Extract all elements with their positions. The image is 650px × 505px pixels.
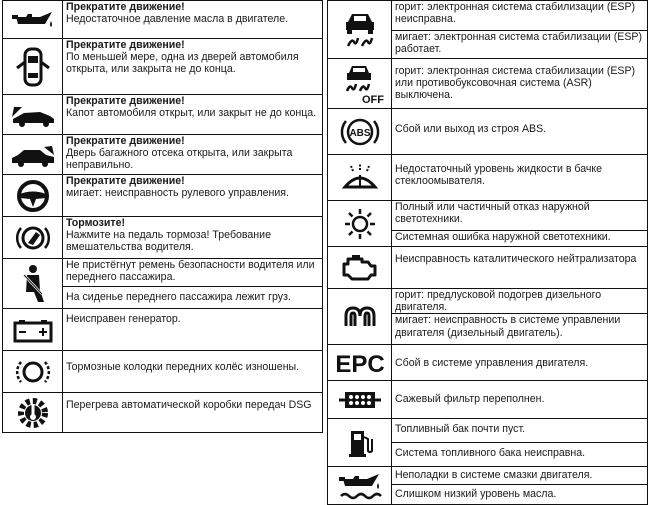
table-row (3, 135, 323, 175)
table-row (3, 393, 323, 433)
description-cell (392, 443, 648, 467)
oil-can-icon (10, 7, 56, 33)
icon-cell (3, 217, 63, 259)
row-text: Тормозные колодки передних колёс изношены. (66, 361, 300, 373)
hood-open-icon (10, 103, 56, 127)
description-cell (63, 287, 323, 309)
table-row (3, 39, 323, 95)
row-title: Тормозите! (66, 217, 126, 229)
row-text: Системная ошибка наружной светотехники. (395, 231, 611, 243)
description-cell (392, 381, 648, 419)
description-cell (63, 351, 323, 393)
description-cell (63, 393, 323, 433)
description-cell (63, 1, 323, 39)
description-cell (392, 485, 648, 505)
icon-cell (328, 247, 392, 289)
abs-label: ABS (348, 127, 371, 139)
row-text: Дверь багажного отсека открыта, или закрыта неправильно. (66, 147, 293, 172)
row-text: горит: электронная система стабилизации (ESP) неисправна. (395, 1, 636, 26)
steering-wheel-icon (16, 179, 50, 213)
row-text: Сбой или выход из строя ABS. (395, 123, 547, 135)
row-title: Прекратите движение! (66, 95, 185, 107)
car-door-open-icon (16, 46, 50, 88)
description-cell (392, 247, 648, 289)
row-text: На сиденье переднего пассажира лежит груз. (66, 291, 291, 303)
row-text: Полный или частичный отказ наружной светотехники. (395, 201, 590, 226)
table-row (328, 1, 648, 31)
trunk-open-icon (10, 143, 56, 167)
gearbox-temp-icon (16, 396, 50, 430)
description-cell (392, 467, 648, 485)
description-cell (392, 314, 648, 345)
table-row (3, 309, 323, 351)
icon-cell (3, 95, 63, 135)
icon-cell (328, 1, 392, 59)
table-row (3, 351, 323, 393)
icon-cell (328, 467, 392, 505)
table-row (3, 1, 323, 39)
icon-cell (328, 289, 392, 345)
icon-cell (3, 39, 63, 95)
epc-icon (336, 349, 384, 377)
esp-off-icon (339, 63, 384, 106)
table-row (328, 155, 648, 201)
icon-cell (3, 259, 63, 309)
row-text: Неисправен генератор. (66, 313, 181, 325)
row-text: Капот автомобиля открыт, или закрыт не до конца. (66, 107, 317, 120)
table-row (328, 419, 648, 443)
row-text: Недостаточный уровень жидкости в бачке стеклоомывателя. (395, 163, 603, 188)
esp-off-label: OFF (361, 93, 384, 106)
brake-press-icon (16, 221, 50, 255)
right-warning-table (327, 0, 648, 505)
check-engine-icon (340, 253, 380, 283)
glow-plug-icon (340, 304, 380, 330)
row-text: мигает: электронная система стабилизации (ESP) работает. (395, 31, 643, 56)
description-cell (63, 135, 323, 175)
icon-cell (3, 309, 63, 351)
left-warning-table (2, 0, 323, 433)
row-text: Не пристёгнут ремень безопасности водителя или переднего пассажира. (66, 259, 315, 284)
description-cell (392, 155, 648, 201)
row-text: мигает: неисправность рулевого управления. (66, 187, 289, 200)
particulate-filter-icon (337, 387, 383, 413)
row-text: Перегрева автоматической коробки передач DSG (66, 399, 312, 411)
description-cell (392, 419, 648, 443)
row-text: По меньшей мере, одна из дверей автомобиля открыта, или закрыта не до конца. (66, 51, 299, 76)
row-text: Недостаточное давление масла в двигателе. (66, 13, 289, 26)
icon-cell (3, 1, 63, 39)
description-cell (63, 39, 323, 95)
icon-cell (3, 175, 63, 217)
table-row (328, 201, 648, 231)
table-row (328, 247, 648, 289)
description-cell (392, 1, 648, 31)
row-text: Неисправность каталитического нейтрализатора (395, 253, 637, 265)
description-cell (392, 201, 648, 231)
description-cell (392, 31, 648, 59)
table-row (328, 289, 648, 314)
description-cell (392, 345, 648, 381)
icon-cell (328, 155, 392, 201)
seatbelt-icon (18, 264, 48, 304)
row-title: Прекратите движение! (66, 1, 185, 13)
description-cell (392, 289, 648, 314)
row-text: горит: предлусковой подогрев дизельного двигателя. (395, 289, 602, 314)
row-text: Система топливного бака неисправна. (395, 447, 586, 460)
fuel-pump-icon (345, 427, 375, 459)
row-text: мигает: неисправность в системе управлении двигателя (дизельный двигатель). (395, 314, 621, 339)
washer-fluid-icon (341, 163, 379, 193)
esp-skid-icon (342, 10, 378, 50)
exterior-light-icon (343, 207, 377, 241)
icon-cell (328, 59, 392, 109)
table-row (328, 467, 648, 485)
table-row (3, 259, 323, 287)
row-title: Прекратите движение! (66, 175, 185, 187)
table-row (3, 217, 323, 259)
icon-cell (328, 345, 392, 381)
row-text: горит: электронная система стабилизации (ESP) или противобуксовочная система (ASR) выключена. (395, 65, 636, 102)
icon-cell (328, 201, 392, 247)
row-title: Прекратите движение! (66, 39, 185, 51)
row-text: Нажмите на педаль тормоза! Требование вмешательства водителя. (66, 229, 271, 254)
description-cell (392, 59, 648, 109)
battery-icon (13, 317, 53, 343)
row-text: Сажевый фильтр переполнен. (395, 393, 545, 406)
table-row (328, 381, 648, 419)
row-title: Прекратите движение! (66, 135, 185, 147)
abs-icon (341, 115, 379, 149)
description-cell (63, 259, 323, 287)
description-cell (392, 231, 648, 247)
epc-label: EPC (334, 350, 385, 378)
icon-cell (328, 381, 392, 419)
description-cell (63, 309, 323, 351)
description-cell (63, 217, 323, 259)
table-row (328, 345, 648, 381)
table-row (3, 95, 323, 135)
row-text: Неполадки в системе смазки двигателя. (395, 469, 593, 482)
table-row (328, 59, 648, 109)
table-row (328, 109, 648, 155)
table-row (3, 175, 323, 217)
row-text: Слишком низкий уровень масла. (395, 488, 557, 501)
description-cell (63, 95, 323, 135)
row-text: Сбой в системе управления двигателя. (395, 357, 589, 370)
icon-cell (328, 109, 392, 155)
brake-pads-icon (16, 355, 50, 389)
icon-cell (3, 135, 63, 175)
icon-cell (3, 351, 63, 393)
description-cell (63, 175, 323, 217)
icon-cell (3, 393, 63, 433)
oil-level-icon (337, 469, 383, 503)
description-cell (392, 109, 648, 155)
row-text: Топливный бак почти пуст. (395, 423, 526, 436)
icon-cell (328, 419, 392, 467)
